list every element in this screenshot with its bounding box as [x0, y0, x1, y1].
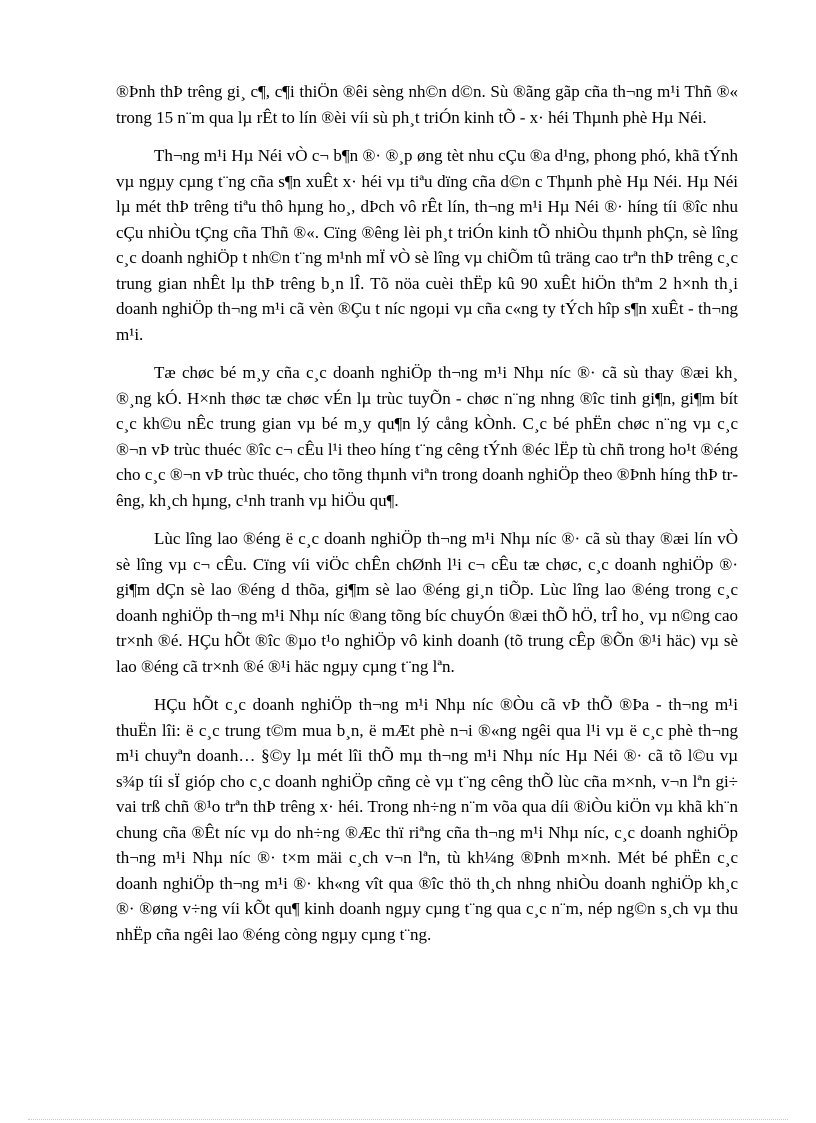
paragraph-3: Tæ chøc bé m¸y cña c¸c doanh nghiÖp th¬ng m¹i Nhµ níc ®· cã sù thay ®æi kh¸ ®¸ng kÓ. H×nh thøc tæ chøc vÉn lµ trùc tuyÕn - chøc n¨ng nhng ®îc tinh gi¶n, gi¶m bít c¸c kh©u nÊc trung gian vµ bé m¸y qu¶n lý cång kÒnh. C¸c bé phËn chøc n¨ng vµ c¸c ®¬n vÞ trùc thuéc ®îc c¬ cÊu l¹i theo híng t¨ng cêng tÝnh ®éc lËp tù chñ trong ho¹t ®éng cho c¸c ®¬n vÞ trùc thuéc, cho tõng thµnh viªn trong doanh nghiÖp theo ®Þnh híng thÞ trêng, kh¸ch hµng, c¹nh tranh vµ hiÖu qu¶.: [116, 363, 738, 510]
paragraph-2: Th¬ng m¹i Hµ Néi vÒ c¬ b¶n ®· ®¸p øng tèt nhu cÇu ®a d¹ng, phong phó, khã tÝnh vµ ngµy cµng t¨ng cña s¶n xuÊt x· héi vµ tiªu dïng cña d©n c Thµnh phè Hµ Néi. Hµ Néi lµ mét thÞ trêng tiªu thô hµng ho¸, dÞch vô rÊt lín, th¬ng m¹i Hµ Néi ®· híng tíi ®îc nhu cÇu nhiÒu tÇng cña Thñ ®«. Cïng ®êng lèi ph¸t triÓn kinh tÕ nhiÒu thµnh phÇn, sè lîng c¸c doanh nghiÖp t nh©n t¨ng m¹nh mÏ vÒ sè lîng vµ chiÕm tû träng cao trªn thÞ trêng c¸c trung gian nhÊt lµ thÞ trêng b¸n lÎ. Tõ nöa cuèi thËp kû 90 xuÊt hiÖn thªm 2 h×nh th¸i doanh nghiÖp th¬ng m¹i cã vèn ®Çu t níc ngoµi vµ cña c«ng ty tÝch hîp s¶n xuÊt - th¬ng m¹i.: [116, 146, 738, 344]
paragraph-4: Lùc lîng lao ®éng ë c¸c doanh nghiÖp th¬ng m¹i Nhµ níc ®· cã sù thay ®æi lín vÒ sè lîng vµ c¬ cÊu. Cïng víi viÖc chÊn chØnh l¹i c¬ cÊu tæ chøc, c¸c doanh nghiÖp ®· gi¶m dÇn sè lao ®éng d thõa, gi¶m sè lao ®éng gi¸n tiÕp. Lùc lîng lao ®éng trong c¸c doanh nghiÖp th¬ng m¹i Nhµ níc ®ang tõng bíc chuyÓn ®æi thÕ hÖ, trÎ ho¸ vµ n©ng cao tr×nh ®é. HÇu hÕt ®îc ®µo t¹o nghiÖp vô kinh doanh (tõ trung cÊp ®Õn ®¹i häc) vµ sè lao ®éng cã tr×nh ®é ®¹i häc ngµy cµng t¨ng lªn.: [116, 529, 738, 676]
paragraph-5: HÇu hÕt c¸c doanh nghiÖp th¬ng m¹i Nhµ níc ®Òu cã vÞ thÕ ®Þa - th¬ng m¹i thuËn lîi: ë c¸c trung t©m mua b¸n, ë mÆt phè n¬i ®«ng ngêi qua l¹i vµ ë c¸c phè th¬ng m¹i chuyªn doanh… §©y lµ mét lîi thÕ mµ th¬ng m¹i Nhµ níc Hµ Néi ®· cã tõ l©u vµ s¾p tíi sÏ gióp cho c¸c doanh nghiÖp cñng cè vµ t¨ng cêng thÕ lùc cña m×nh, v¬n lªn gi÷ vai trß chñ ®¹o trªn thÞ trêng x· héi. Trong nh÷ng n¨m võa qua díi ®iÒu kiÖn vµ khã kh¨n chung cña ®Êt níc vµ do nh÷ng ®Æc thï riªng cña th¬ng m¹i Nhµ níc, c¸c doanh nghiÖp th¬ng m¹i Nhµ níc ®· t×m mäi c¸ch v¬n lªn, tù kh¼ng ®Þnh m×nh. Mét bé phËn c¸c doanh nghiÖp th¬ng m¹i ®· kh«ng vît qua ®îc thö th¸ch nhng nhiÒu doanh nghiÖp kh¸c ®· ®øng v÷ng víi kÕt qu¶ kinh doanh ngµy cµng t¨ng qua c¸c n¨m, nép ng©n s¸ch vµ thu nhËp cña ngêi lao ®éng còng ngµy cµng t¨ng.: [116, 695, 738, 944]
paragraph-1: ®Þnh thÞ trêng gi¸ c¶, c¶i thiÖn ®êi sèng nh©n d©n. Sù ®ãng gãp cña th¬ng m¹i Thñ ®« trong 15 n¨m qua lµ rÊt to lín ®èi víi sù ph¸t triÓn kinh tÕ - x· héi Thµnh phè Hµ Néi.: [116, 82, 738, 127]
body-text: [116, 79, 738, 960]
page-bottom-divider: [28, 1119, 788, 1120]
